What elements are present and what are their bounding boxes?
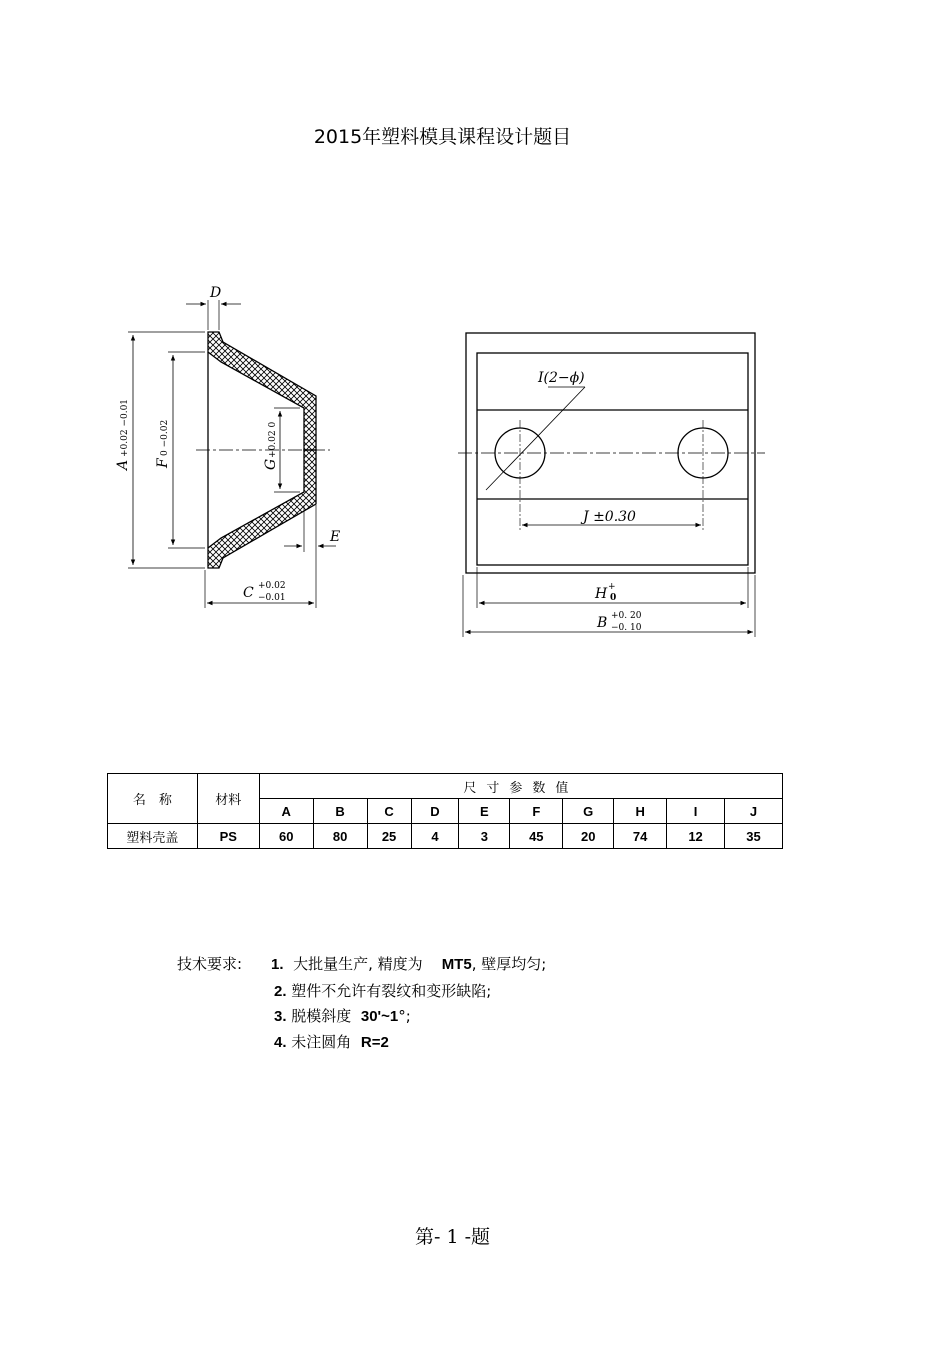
dim-C-tol-dn: −0.01 [258, 593, 286, 603]
dim-header: E [459, 799, 510, 824]
dim-header: A [259, 799, 313, 824]
requirement-item-2: 2. 塑件不允许有裂纹和变形缺陷; [274, 982, 492, 1000]
spec-table [107, 773, 783, 849]
dim-D: D [210, 285, 222, 301]
header-name: 名 称 [108, 774, 198, 824]
dim-value: 74 [614, 824, 667, 849]
dim-B: B [597, 615, 608, 631]
dim-value: 3 [459, 824, 510, 849]
wall-bottom [208, 450, 316, 568]
req-num: 1. [271, 956, 284, 973]
dim-value: 80 [313, 824, 367, 849]
req-num: 3. [274, 1008, 287, 1025]
req-num: 2. [274, 983, 287, 1000]
dim-A: A [115, 459, 131, 470]
dim-value: 12 [667, 824, 725, 849]
page-footer: 第- 1 -题 [414, 1226, 490, 1248]
dim-header: J [725, 799, 783, 824]
dim-header: G [563, 799, 614, 824]
dim-header: C [367, 799, 411, 824]
dim-value: 25 [367, 824, 411, 849]
requirements-label: 技术要求: [177, 955, 243, 973]
dim-I: I(2−ϕ) [538, 370, 585, 386]
part-material: PS [197, 824, 259, 849]
dim-J: J ±0.30 [583, 509, 636, 525]
dim-header: F [510, 799, 563, 824]
requirement-item-1: 1. 大批量生产, 精度为 MT5, 壁厚均匀; [271, 955, 547, 973]
requirement-item-3: 3. 脱模斜度 30'~1°; [274, 1007, 411, 1025]
dim-B-tol-up: +0. 20 [611, 611, 642, 621]
dim-value: 45 [510, 824, 563, 849]
dim-H: H [595, 586, 608, 602]
dim-H-zero: 0 [610, 593, 617, 603]
requirement-item-4: 4. 未注圆角 R=2 [274, 1033, 389, 1051]
header-dims: 尺寸参数值 [259, 774, 782, 799]
dim-H-tol: + [608, 582, 616, 592]
dim-header: H [614, 799, 667, 824]
dim-B-tol-dn: −0. 10 [611, 623, 642, 633]
dim-F-tol: 0 −0.02 [160, 419, 170, 456]
header-material: 材料 [197, 774, 259, 824]
dim-F: F [155, 458, 171, 468]
dim-G-tol: +0.02 0 [268, 421, 278, 458]
req-num: 4. [274, 1034, 287, 1051]
dim-header: D [411, 799, 459, 824]
dim-value: 20 [563, 824, 614, 849]
table-row [108, 824, 783, 849]
dim-value: 4 [411, 824, 459, 849]
part-name: 塑料壳盖 [108, 824, 198, 849]
dim-value: 60 [259, 824, 313, 849]
dim-G: G [263, 458, 279, 470]
dim-C: C [243, 585, 254, 601]
dim-A-tol: +0.02 −0.01 [120, 398, 130, 457]
technical-drawing [0, 270, 950, 650]
dim-value: 35 [725, 824, 783, 849]
dim-header: B [313, 799, 367, 824]
wall-top [208, 332, 316, 450]
dim-header: I [667, 799, 725, 824]
page-title: 2015年塑料模具课程设计题目 [313, 126, 572, 148]
dim-E: E [330, 529, 341, 545]
dim-C-tol-up: +0.02 [258, 581, 286, 591]
